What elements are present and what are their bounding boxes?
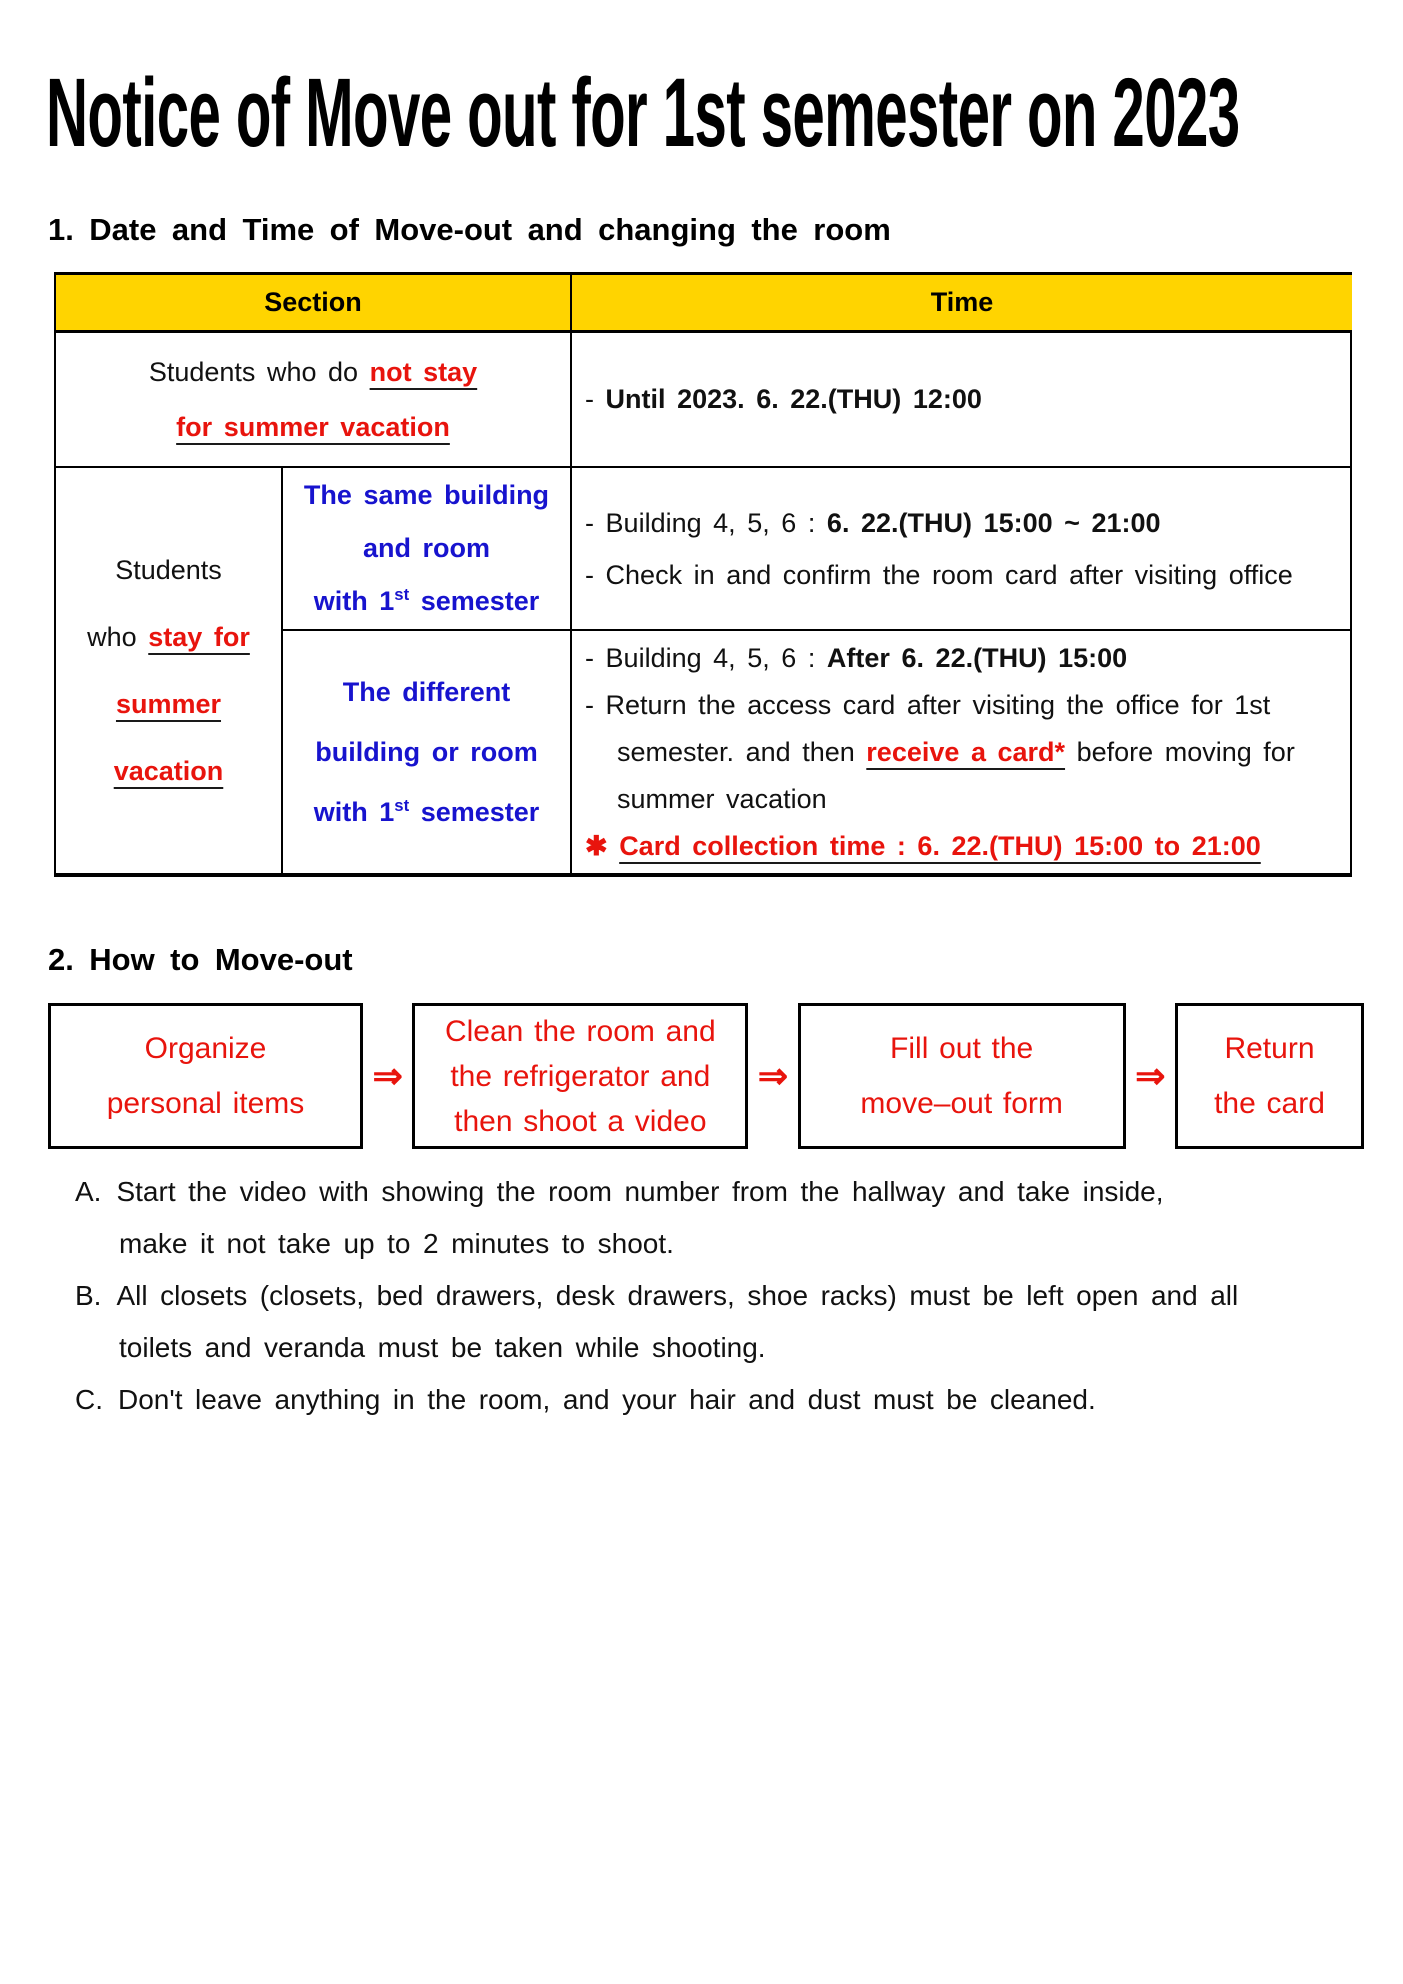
moveout-schedule-table: [54, 272, 1352, 877]
line: Organize: [144, 1032, 267, 1065]
line: the refrigerator and: [450, 1059, 711, 1093]
text-red-underline: not stay: [369, 356, 478, 387]
line: [314, 782, 540, 842]
text-red-underline: stay for: [148, 621, 250, 652]
line: [585, 729, 1346, 776]
cell-students-not-stay: [56, 333, 572, 468]
table-header-time: Time: [572, 275, 1352, 333]
line: Return: [1224, 1032, 1315, 1065]
text-black: semester. and then: [617, 736, 867, 767]
note-text: All closets (closets, bed drawers, desk drawers, shoe racks) must be left open and all: [116, 1280, 1239, 1311]
line: [363, 522, 490, 575]
line: personal items: [106, 1087, 305, 1120]
line: [304, 469, 549, 522]
step-fill-form: [798, 1003, 1126, 1149]
text-bold: Until 2023. 6. 22.(THU) 12:00: [605, 384, 982, 414]
cell-same-building: [283, 468, 572, 631]
text-black: summer vacation: [617, 783, 827, 814]
line: the card: [1214, 1087, 1325, 1120]
line: [585, 384, 1346, 415]
note-label: B.: [75, 1280, 102, 1311]
line: [585, 549, 1346, 601]
step-return-card: [1175, 1003, 1364, 1149]
arrow-right-icon: ⇒: [1135, 1055, 1166, 1096]
section2-heading: 2. How to Move-out: [48, 942, 353, 977]
text-black: - Return the access card after visiting the office for 1st: [585, 689, 1271, 720]
text-black: who: [87, 621, 149, 652]
cell-time-until: [572, 333, 1352, 468]
text-blue: building or room: [315, 737, 538, 767]
cell-time-same-building: [572, 468, 1352, 631]
arrow-right-icon: ⇒: [757, 1055, 789, 1096]
text-black: before moving for: [1065, 736, 1295, 767]
text-black: - Building 4, 5, 6 :: [585, 507, 827, 538]
superscript-st: st: [394, 796, 410, 815]
note-item-c: [75, 1374, 1375, 1426]
line: [585, 776, 1346, 823]
page-title: Notice of Move out for 1st semester on 2023: [46, 58, 1240, 167]
cell-students-stay: [56, 468, 283, 873]
note-text: Don't leave anything in the room, and your hair and dust must be cleaned.: [118, 1384, 1096, 1415]
dash: -: [585, 384, 606, 414]
line: [585, 682, 1346, 729]
line: [585, 635, 1346, 682]
line: [585, 497, 1346, 549]
text-blue: The different: [342, 677, 511, 707]
table-header-section: Section: [56, 275, 572, 333]
note-text: make it not take up to 2 minutes to shoot.: [119, 1228, 674, 1259]
section1-heading: 1. Date and Time of Move-out and changing the room: [48, 212, 891, 247]
line: then shoot a video: [454, 1104, 707, 1138]
text-red-underline: summer vacation: [113, 688, 224, 786]
step-clean-room-video: [412, 1003, 748, 1149]
line: [585, 823, 1346, 870]
text-black: - Check in and confirm the room card after visiting office: [585, 559, 1293, 590]
cell-different-building: [283, 631, 572, 873]
line: [315, 722, 538, 782]
text-bold: 6. 22.(THU) 15:00 ~ 21:00: [826, 507, 1161, 538]
text-blue: semester: [409, 797, 540, 827]
line: [115, 537, 222, 604]
note-text: Start the video with showing the room number from the hallway and take inside,: [116, 1176, 1164, 1207]
text-blue: with 1: [313, 586, 395, 616]
text-black: Students: [115, 554, 222, 585]
text-red-underline: Card collection time : 6. 22.(THU) 15:00 to 21:00: [619, 830, 1261, 861]
line: [149, 345, 477, 400]
cell-time-different-building: [572, 631, 1352, 873]
note-text: toilets and veranda must be taken while shooting.: [119, 1332, 766, 1363]
text-red-underline: for summer vacation: [176, 411, 450, 442]
step-organize-items: [48, 1003, 363, 1149]
asterisk-icon: ✱: [585, 830, 620, 861]
text-blue: semester: [409, 586, 540, 616]
moveout-steps-flow: [48, 1003, 1364, 1149]
arrow-right-icon: ⇒: [372, 1055, 403, 1096]
line: move–out form: [860, 1087, 1063, 1120]
text-bold: After 6. 22.(THU) 15:00: [826, 642, 1128, 673]
note-label: C.: [75, 1384, 103, 1415]
text-blue: and room: [362, 533, 491, 563]
text-red-underline: receive a card*: [866, 736, 1066, 767]
line: [314, 575, 540, 628]
moveout-notes-list: [75, 1166, 1375, 1426]
note-item-a: [75, 1166, 1375, 1270]
note-label: A.: [75, 1176, 102, 1207]
text-blue: with 1: [313, 797, 395, 827]
line: [176, 400, 450, 455]
note-item-b: [75, 1270, 1375, 1374]
line: [56, 671, 281, 805]
superscript-st: st: [394, 585, 410, 604]
text-blue: The same building: [303, 480, 550, 510]
line: Clean the room and: [444, 1014, 716, 1048]
line: Fill out the: [890, 1032, 1034, 1065]
line: [87, 604, 250, 671]
text-black: Students who do: [148, 356, 370, 387]
text-black: - Building 4, 5, 6 :: [585, 642, 827, 673]
line: [343, 662, 511, 722]
